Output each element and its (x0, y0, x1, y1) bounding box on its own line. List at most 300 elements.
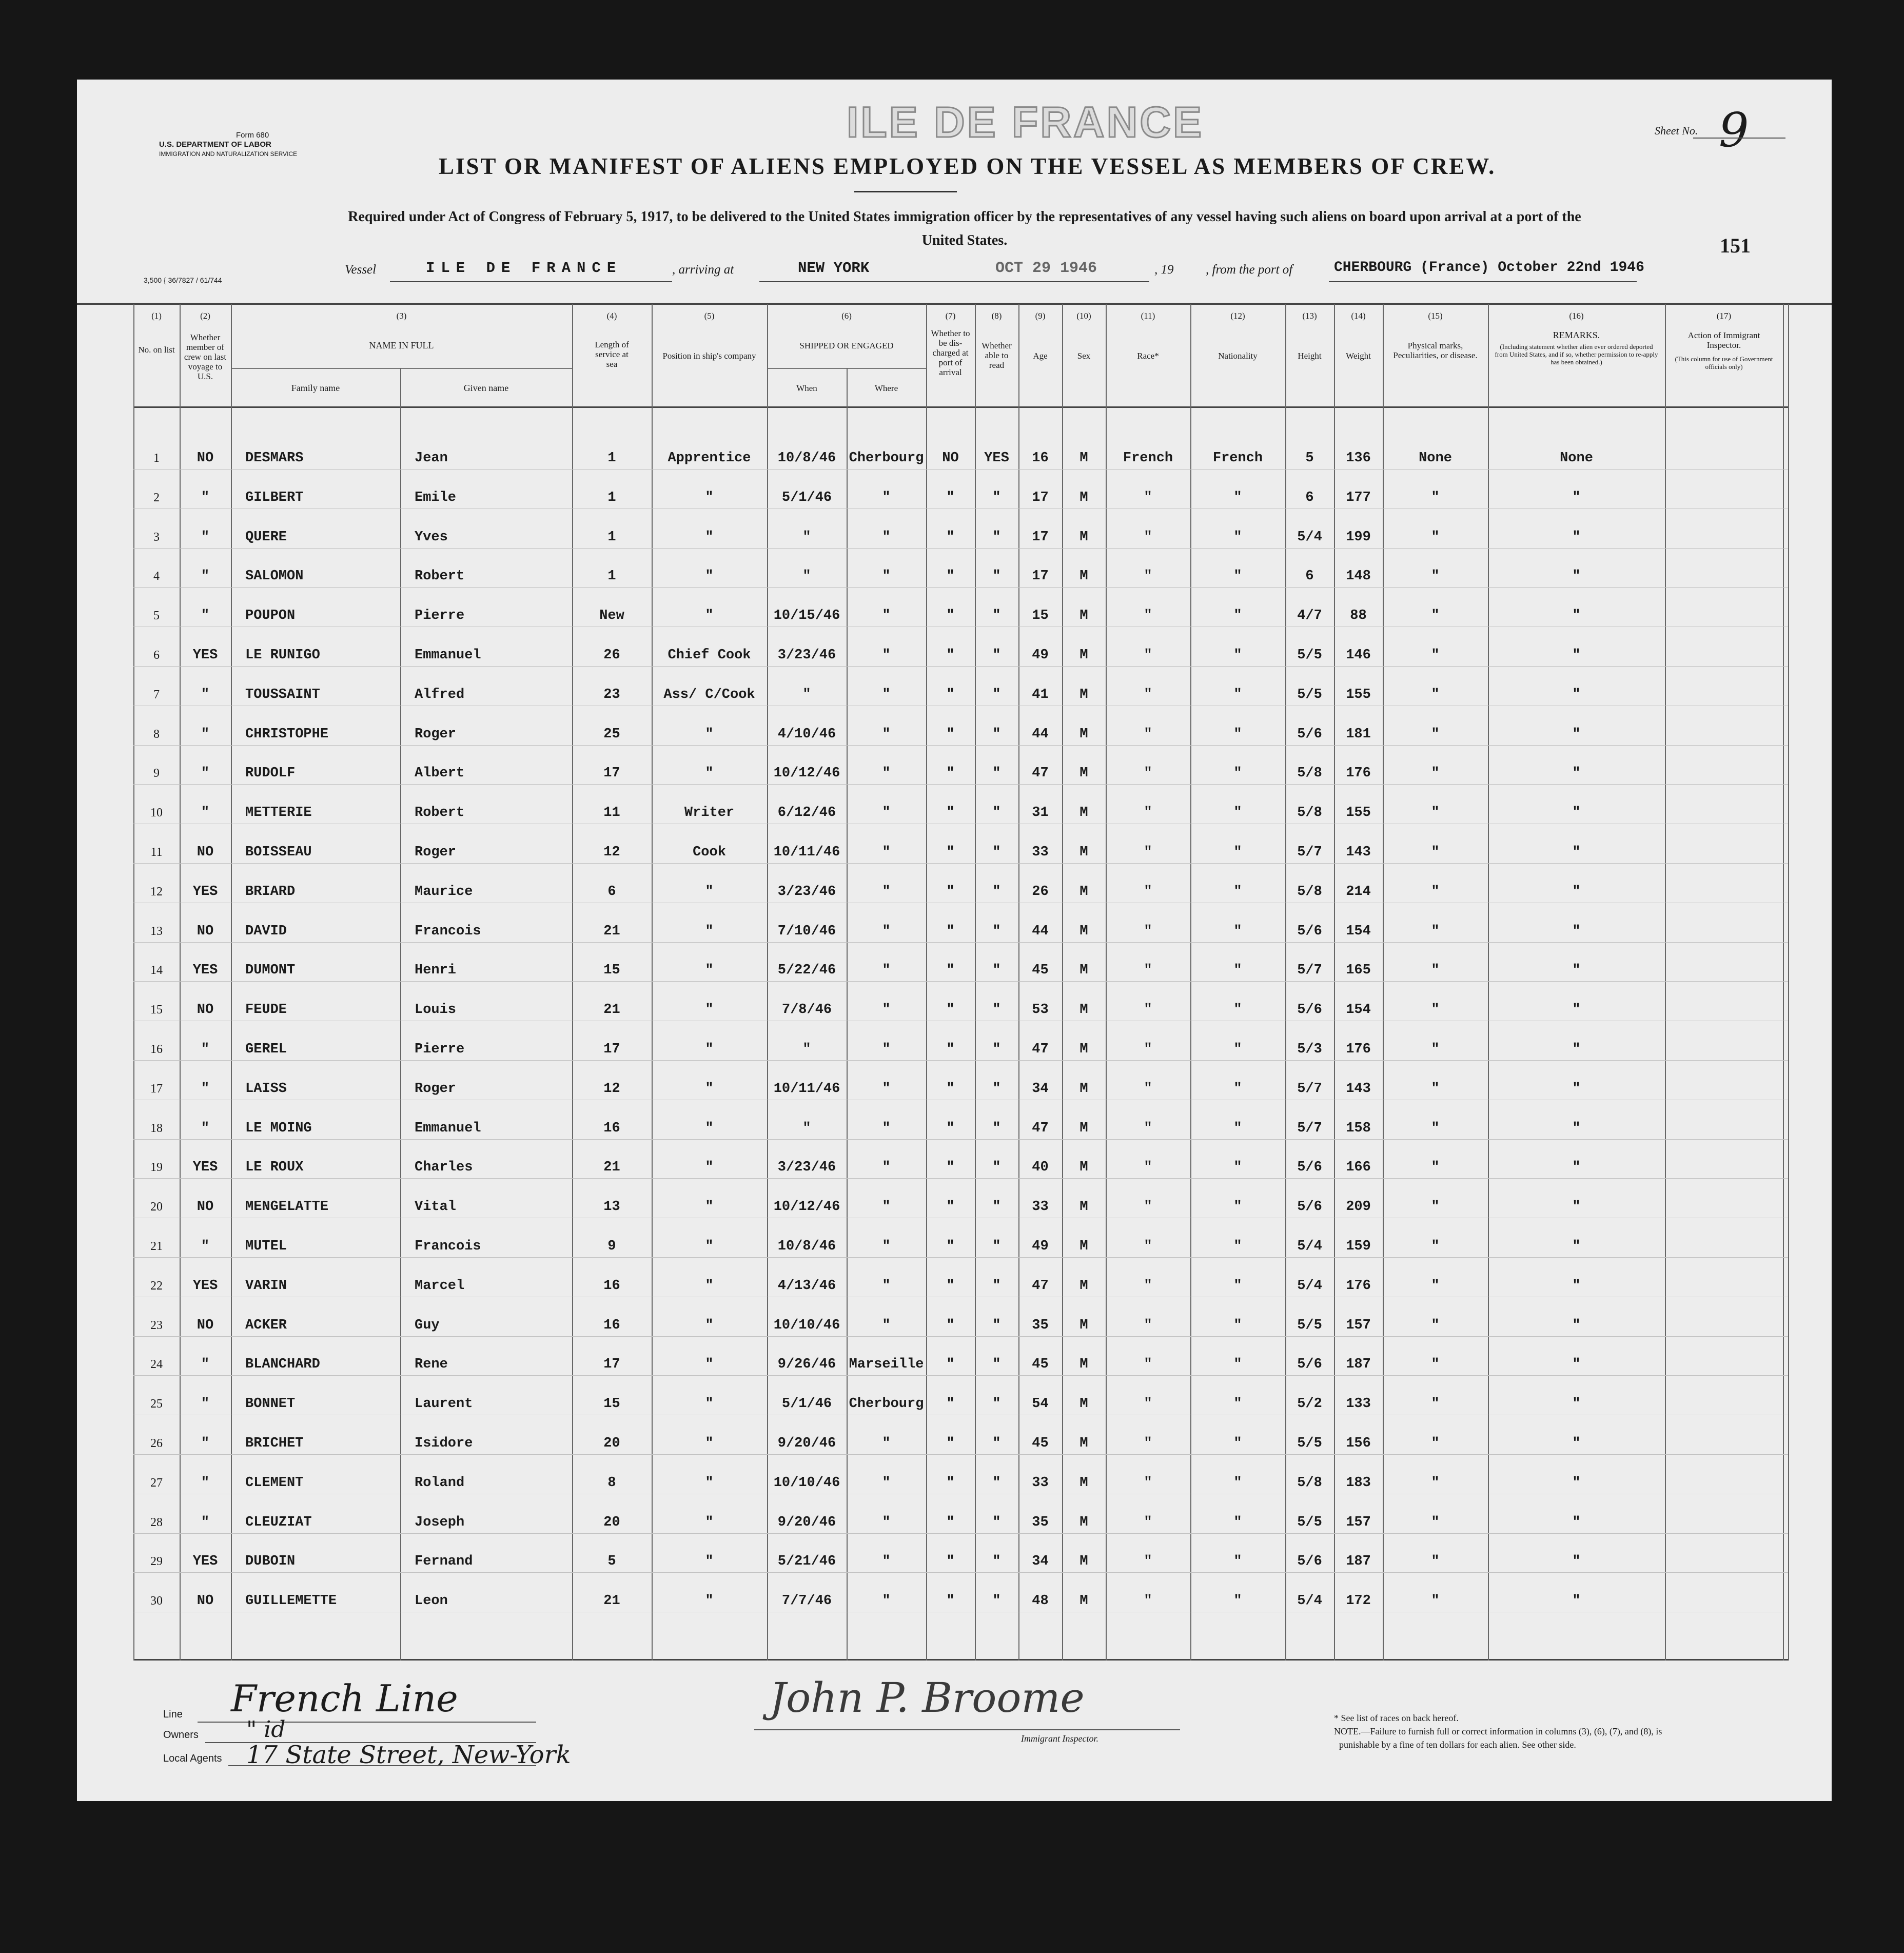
cell-where: " (882, 805, 891, 821)
cell-service: 9 (607, 1239, 616, 1254)
cell-race: " (1144, 1475, 1152, 1491)
cell-height: 5/6 (1297, 923, 1322, 939)
cell-when: 7/10/46 (777, 923, 836, 939)
table-row (133, 1344, 1788, 1384)
cell-marks: " (1431, 648, 1440, 663)
cell-position: Cook (693, 845, 726, 860)
cell-where: Marseille (849, 1357, 924, 1373)
cell-when: 10/8/46 (777, 451, 836, 466)
cell-service: 11 (603, 805, 620, 821)
cell-age: 49 (1032, 648, 1049, 663)
table-row (133, 1541, 1788, 1581)
cell-nationality: " (1233, 687, 1242, 702)
cell-weight: 181 (1346, 726, 1371, 742)
cell-service: 1 (607, 529, 616, 545)
cell-last: " (201, 1120, 210, 1136)
cell-remarks: " (1572, 569, 1581, 584)
cell-service: 16 (603, 1120, 620, 1136)
row-rule (133, 745, 1788, 746)
cell-discharge: " (946, 923, 955, 939)
cell-position: " (705, 1436, 714, 1451)
cell-discharge: " (946, 608, 955, 624)
cell-age: 17 (1032, 529, 1049, 545)
cell-sex: M (1079, 1120, 1088, 1136)
cell-read: " (992, 1239, 1001, 1254)
cell-height: 5/5 (1297, 1317, 1322, 1333)
form-number-block (159, 131, 297, 159)
cell-given: Pierre (415, 1042, 465, 1057)
cell-race: " (1144, 963, 1152, 979)
cell-last: NO (197, 1002, 214, 1018)
cell-height: 5/3 (1297, 1042, 1322, 1057)
cell-remarks: " (1572, 884, 1581, 900)
cell-height: 5/7 (1297, 963, 1322, 979)
cell-weight: 172 (1346, 1593, 1371, 1609)
cell-last: " (201, 1436, 210, 1451)
cell-nationality: " (1233, 1160, 1242, 1176)
cell-marks: " (1431, 923, 1440, 939)
cell-no: 26 (150, 1437, 163, 1450)
table-row (133, 950, 1788, 990)
col9-header: Age (1033, 351, 1048, 361)
cell-age: 40 (1032, 1160, 1049, 1176)
cell-remarks: " (1572, 1160, 1581, 1176)
cell-read: " (992, 963, 1001, 979)
column-divider (1788, 304, 1789, 1661)
cell-read: " (992, 1396, 1001, 1412)
owners-value: " id (246, 1716, 286, 1743)
cell-discharge: " (946, 1199, 955, 1215)
sheet-number: 9 (1719, 103, 1749, 158)
cell-sex: M (1079, 963, 1088, 979)
cell-height: 5/6 (1297, 1002, 1322, 1018)
cell-discharge: " (946, 1002, 955, 1018)
cell-marks: None (1419, 451, 1452, 466)
cell-marks: " (1431, 1199, 1440, 1215)
cell-race: " (1144, 1554, 1152, 1570)
cell-sex: M (1079, 923, 1088, 939)
cell-discharge: " (946, 1239, 955, 1254)
cell-service: 15 (603, 1396, 620, 1412)
cell-family: POUPON (245, 608, 296, 624)
cell-remarks: " (1572, 766, 1581, 782)
cell-marks: " (1431, 845, 1440, 860)
row-rule (133, 1336, 1788, 1337)
table-row (133, 1147, 1788, 1187)
cell-age: 35 (1032, 1514, 1049, 1530)
cell-nationality: " (1233, 923, 1242, 939)
cell-service: 12 (603, 1081, 620, 1097)
table-row (133, 753, 1788, 793)
agents-underline (228, 1765, 536, 1766)
cell-marks: " (1431, 1042, 1440, 1057)
cell-race: " (1144, 569, 1152, 584)
cell-last: " (201, 529, 210, 545)
cell-sex: M (1079, 687, 1088, 702)
table-row (133, 1581, 1788, 1621)
cell-service: 20 (603, 1514, 620, 1530)
cell-nationality: " (1233, 726, 1242, 742)
cell-read: " (992, 1042, 1001, 1057)
cell-service: 21 (603, 1593, 620, 1609)
cell-where: " (882, 726, 891, 742)
cell-when: 10/10/46 (773, 1317, 840, 1333)
col3-number: (3) (396, 311, 407, 321)
cell-no: 17 (150, 1082, 163, 1096)
cell-read: " (992, 608, 1001, 624)
cell-position: Chief Cook (668, 648, 751, 663)
col4-header: Length of service at sea (595, 340, 629, 369)
cell-marks: " (1431, 1554, 1440, 1570)
cell-family: BOISSEAU (245, 845, 312, 860)
cell-no: 30 (150, 1594, 163, 1608)
cell-when: 5/1/46 (781, 1396, 832, 1412)
cell-family: MENGELATTE (245, 1199, 329, 1215)
table-row (133, 1069, 1788, 1109)
cell-given: Isidore (415, 1436, 473, 1451)
cell-when: 10/12/46 (773, 1199, 840, 1215)
cell-remarks: " (1572, 845, 1581, 860)
cell-sex: M (1079, 1278, 1088, 1294)
department-name: U.S. DEPARTMENT OF LABOR (159, 140, 271, 149)
cell-age: 47 (1032, 1042, 1049, 1057)
arrival-date-stamp: OCT 29 1946 (995, 260, 1097, 277)
cell-age: 45 (1032, 1436, 1049, 1451)
cell-given: Roger (415, 726, 457, 742)
cell-service: 21 (603, 1002, 620, 1018)
col2-header: Whether member of crew on last voyage to U.S. (184, 333, 227, 381)
cell-read: " (992, 805, 1001, 821)
cell-weight: 155 (1346, 805, 1371, 821)
cell-marks: " (1431, 1593, 1440, 1609)
cell-weight: 199 (1346, 529, 1371, 545)
cell-weight: 166 (1346, 1160, 1371, 1176)
cell-height: 5/6 (1297, 1160, 1322, 1176)
cell-marks: " (1431, 1475, 1440, 1491)
cell-marks: " (1431, 1514, 1440, 1530)
table-row (133, 1384, 1788, 1424)
cell-family: FEUDE (245, 1002, 287, 1018)
cell-age: 17 (1032, 569, 1049, 584)
cell-family: VARIN (245, 1278, 287, 1294)
cell-remarks: " (1572, 1593, 1581, 1609)
col15-number: (15) (1428, 311, 1443, 321)
cell-given: Robert (415, 805, 465, 821)
cell-last: YES (192, 1160, 218, 1176)
cell-race: " (1144, 490, 1152, 505)
cell-discharge: " (946, 687, 955, 702)
cell-weight: 158 (1346, 1120, 1371, 1136)
cell-weight: 156 (1346, 1436, 1371, 1451)
cell-read: " (992, 845, 1001, 860)
cell-age: 34 (1032, 1554, 1049, 1570)
cell-when: 3/23/46 (777, 884, 836, 900)
cell-nationality: " (1233, 1239, 1242, 1254)
cell-given: Yves (415, 529, 448, 545)
cell-last: NO (197, 1317, 214, 1333)
cell-age: 33 (1032, 845, 1049, 860)
cell-marks: " (1431, 766, 1440, 782)
cell-last: NO (197, 923, 214, 939)
cell-age: 17 (1032, 490, 1049, 505)
cell-where: " (882, 923, 891, 939)
cell-when: 4/10/46 (777, 726, 836, 742)
col5-header: Position in ship's company (662, 351, 756, 361)
cell-no: 3 (153, 530, 160, 544)
cell-sex: M (1079, 1081, 1088, 1097)
cell-age: 41 (1032, 687, 1049, 702)
cell-age: 26 (1032, 884, 1049, 900)
cell-position: " (705, 884, 714, 900)
cell-height: 5/8 (1297, 1475, 1322, 1491)
sheet-line (1693, 138, 1785, 139)
cell-position: " (705, 1396, 714, 1412)
cell-remarks: " (1572, 490, 1581, 505)
cell-nationality: " (1233, 648, 1242, 663)
cell-position: " (705, 1239, 714, 1254)
cell-remarks: " (1572, 1475, 1581, 1491)
cell-sex: M (1079, 1239, 1088, 1254)
cell-race: " (1144, 529, 1152, 545)
cell-last: " (201, 1396, 210, 1412)
cell-sex: M (1079, 1593, 1088, 1609)
cell-read: " (992, 687, 1001, 702)
departure-port: CHERBOURG (France) October 22nd 1946 (1334, 260, 1644, 276)
cell-age: 31 (1032, 805, 1049, 821)
cell-when: 7/8/46 (781, 1002, 832, 1018)
row-rule (133, 548, 1788, 549)
cell-given: Laurent (415, 1396, 473, 1412)
row-rule (133, 863, 1788, 864)
inspector-label: Immigrant Inspector. (1021, 1733, 1098, 1744)
cell-weight: 187 (1346, 1357, 1371, 1373)
cell-no: 12 (150, 885, 163, 899)
cell-race: " (1144, 726, 1152, 742)
cell-service: 13 (603, 1199, 620, 1215)
col14-number: (14) (1351, 311, 1366, 321)
cell-when: " (802, 687, 811, 702)
cell-last: " (201, 1357, 210, 1373)
col13-header: Height (1298, 351, 1322, 361)
cell-remarks: " (1572, 1436, 1581, 1451)
table-row (133, 635, 1788, 675)
col3-sub-rule (231, 368, 572, 369)
cell-sex: M (1079, 726, 1088, 742)
cell-remarks: " (1572, 923, 1581, 939)
col16-header: REMARKS. (1553, 330, 1600, 340)
local-agents-value: 17 State Street, New-York (246, 1741, 571, 1769)
cell-weight: 176 (1346, 1278, 1371, 1294)
cell-weight: 136 (1346, 451, 1371, 466)
cell-race: " (1144, 687, 1152, 702)
cell-where: " (882, 1436, 891, 1451)
cell-age: 34 (1032, 1081, 1049, 1097)
cell-sex: M (1079, 1396, 1088, 1412)
cell-position: " (705, 1317, 714, 1333)
cell-position: " (705, 490, 714, 505)
cell-weight: 214 (1346, 884, 1371, 900)
cell-discharge: " (946, 1475, 955, 1491)
cell-discharge: " (946, 884, 955, 900)
cell-nationality: " (1233, 1436, 1242, 1451)
cell-position: " (705, 608, 714, 624)
cell-no: 16 (150, 1043, 163, 1056)
cell-last: " (201, 1514, 210, 1530)
cell-height: 5/4 (1297, 1278, 1322, 1294)
title-rule (854, 191, 957, 192)
cell-race: " (1144, 766, 1152, 782)
cell-discharge: " (946, 1554, 955, 1570)
family-name-header: Family name (291, 383, 340, 393)
cell-where: " (882, 884, 891, 900)
row-rule (133, 981, 1788, 982)
cell-height: 6 (1305, 490, 1314, 505)
cell-family: DUMONT (245, 963, 296, 979)
table-row (133, 1502, 1788, 1542)
cell-family: LE RUNIGO (245, 648, 320, 663)
cell-given: Francois (415, 923, 481, 939)
cell-nationality: " (1233, 1002, 1242, 1018)
table-row (133, 517, 1788, 557)
cell-where: " (882, 1278, 891, 1294)
col2-number: (2) (200, 311, 210, 321)
cell-where: " (882, 963, 891, 979)
cell-age: 15 (1032, 608, 1049, 624)
row-rule (133, 1257, 1788, 1258)
table-row (133, 793, 1788, 833)
cell-race: " (1144, 1081, 1152, 1097)
cell-sex: M (1079, 648, 1088, 663)
cell-service: 6 (607, 884, 616, 900)
table-row (133, 1108, 1788, 1148)
cell-discharge: " (946, 1081, 955, 1097)
cell-height: 5 (1305, 451, 1314, 466)
cell-discharge: " (946, 963, 955, 979)
cell-where: " (882, 1002, 891, 1018)
cell-nationality: " (1233, 529, 1242, 545)
vessel-name: ILE DE FRANCE (426, 260, 622, 277)
cell-where: " (882, 569, 891, 584)
cell-sex: M (1079, 1554, 1088, 1570)
cell-weight: 143 (1346, 845, 1371, 860)
cell-position: " (705, 766, 714, 782)
row-rule (133, 1454, 1788, 1455)
cell-given: Emmanuel (415, 648, 481, 663)
cell-nationality: " (1233, 1357, 1242, 1373)
cell-remarks: " (1572, 726, 1581, 742)
cell-read: " (992, 569, 1001, 584)
cell-remarks: " (1572, 1317, 1581, 1333)
cell-weight: 209 (1346, 1199, 1371, 1215)
cell-last: YES (192, 648, 218, 663)
cell-when: 5/22/46 (777, 963, 836, 979)
cell-family: GUILLEMETTE (245, 1593, 337, 1609)
cell-given: Roger (415, 845, 457, 860)
cell-no: 29 (150, 1555, 163, 1569)
cell-read: " (992, 884, 1001, 900)
cell-family: GEREL (245, 1042, 287, 1057)
cell-family: TOUSSAINT (245, 687, 320, 702)
cell-marks: " (1431, 726, 1440, 742)
cell-read: " (992, 1002, 1001, 1018)
cell-height: 5/4 (1297, 1239, 1322, 1254)
cell-last: " (201, 687, 210, 702)
col11-header: Race* (1137, 351, 1159, 361)
cell-nationality: " (1233, 490, 1242, 505)
cell-height: 5/4 (1297, 529, 1322, 545)
cell-last: NO (197, 1199, 214, 1215)
cell-discharge: " (946, 1357, 955, 1373)
cell-where: " (882, 608, 891, 624)
arrival-underline (759, 281, 1149, 282)
table-row (133, 832, 1788, 872)
col16-subheader: (Including statement whether alien ever ordered deported from United States, and if so, whether permission to re-apply has been obtained.) (1495, 343, 1658, 366)
cell-race: " (1144, 1593, 1152, 1609)
cell-family: SALOMON (245, 569, 304, 584)
cell-discharge: " (946, 766, 955, 782)
cell-race: " (1144, 608, 1152, 624)
cell-age: 47 (1032, 1120, 1049, 1136)
cell-no: 13 (150, 924, 163, 938)
cell-when: 10/11/46 (773, 845, 840, 860)
cell-last: " (201, 726, 210, 742)
cell-age: 48 (1032, 1593, 1049, 1609)
cell-last: " (201, 805, 210, 821)
cell-race: " (1144, 1239, 1152, 1254)
cell-given: Fernand (415, 1554, 473, 1570)
cell-remarks: None (1560, 451, 1593, 466)
cell-discharge: " (946, 1514, 955, 1530)
page-reference-number: 151 (1720, 234, 1751, 257)
row-rule (133, 1533, 1788, 1534)
col13-number: (13) (1302, 311, 1317, 321)
cell-read: " (992, 1317, 1001, 1333)
cell-weight: 155 (1346, 687, 1371, 702)
cell-no: 24 (150, 1358, 163, 1372)
cell-race: " (1144, 845, 1152, 860)
cell-no: 15 (150, 1003, 163, 1017)
cell-position: " (705, 923, 714, 939)
cell-sex: M (1079, 1475, 1088, 1491)
table-row (133, 990, 1788, 1030)
cell-remarks: " (1572, 1081, 1581, 1097)
cell-last: " (201, 490, 210, 505)
cell-family: DESMARS (245, 451, 304, 466)
cell-where: " (882, 1081, 891, 1097)
cell-height: 4/7 (1297, 608, 1322, 624)
cell-age: 45 (1032, 1357, 1049, 1373)
cell-weight: 176 (1346, 1042, 1371, 1057)
cell-age: 45 (1032, 963, 1049, 979)
cell-discharge: " (946, 1278, 955, 1294)
cell-weight: 176 (1346, 766, 1371, 782)
signature-line (754, 1729, 1180, 1730)
cell-height: 5/2 (1297, 1396, 1322, 1412)
cell-read: " (992, 490, 1001, 505)
cell-position: " (705, 1042, 714, 1057)
row-rule (133, 1139, 1788, 1140)
cell-height: 5/6 (1297, 1199, 1322, 1215)
cell-no: 1 (153, 452, 160, 465)
col8-header: Whether able to read (982, 341, 1012, 370)
cell-race: " (1144, 1160, 1152, 1176)
cell-position: " (705, 529, 714, 545)
cell-nationality: " (1233, 569, 1242, 584)
cell-family: CLEMENT (245, 1475, 304, 1491)
table-row (133, 478, 1788, 518)
cell-service: 25 (603, 726, 620, 742)
cell-given: Alfred (415, 687, 465, 702)
